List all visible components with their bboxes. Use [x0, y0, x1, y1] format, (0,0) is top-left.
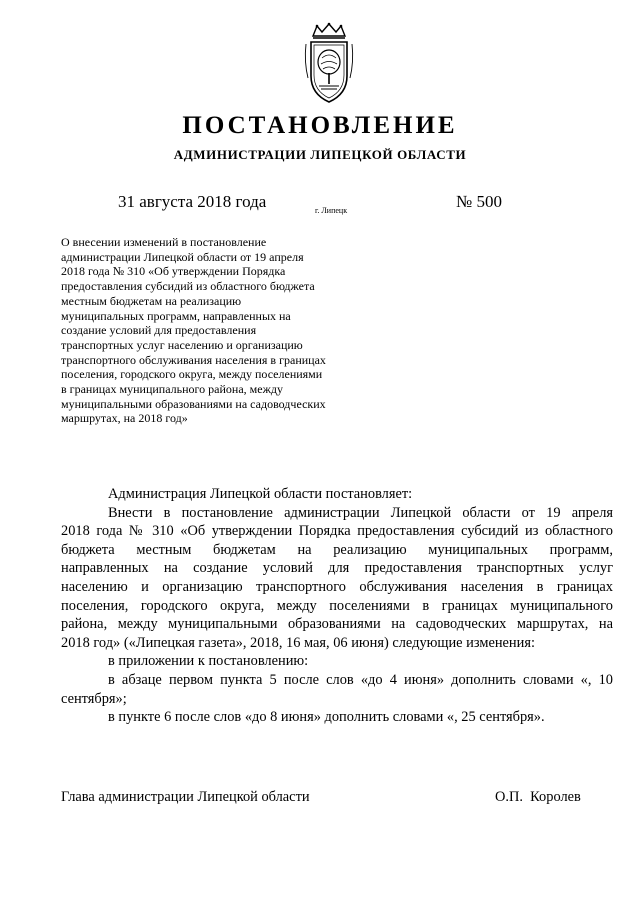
subject-line: администрации Липецкой области от 19 апреля — [61, 249, 304, 264]
subject-line: в границах муниципального района, между — [61, 382, 283, 397]
body-line: поселения, городского округа, между поселениями в границах муниципального — [61, 597, 613, 614]
document-date: 31 августа 2018 года — [118, 192, 267, 211]
signatory-title: Глава администрации Липецкой области — [61, 789, 310, 805]
subject-line: создание условий для предоставления — [61, 323, 257, 338]
subject-line: транспортного обслуживания населения в границах — [61, 352, 326, 367]
body-line: в приложении к постановлению: — [108, 653, 309, 670]
body-line: Внести в постановление администрации Липецкой области от 19 апреля — [108, 504, 613, 521]
subject-line: транспортных услуг населению и организацию — [61, 337, 303, 352]
signatory-name: О.П. Королев — [495, 789, 581, 805]
document-title: ПОСТАНОВЛЕНИЕ — [182, 112, 458, 139]
body-line: сентября»; — [61, 690, 127, 707]
subject-line: предоставления субсидий из областного бюджета — [61, 279, 315, 294]
body-line: района, между муниципальными образованиями на садоводческих маршрутах, на — [61, 616, 613, 633]
document-body — [61, 485, 613, 727]
subject-line: О внесении изменений в постановление — [61, 235, 267, 249]
body-line: 2018 год» («Липецкая газета», 2018, 16 мая, 06 июня) следующие изменения: — [61, 634, 535, 651]
body-line: бюджета местным бюджетам на реализацию муниципальных программ, — [61, 541, 613, 558]
body-line: в абзаце первом пункта 5 после слов «до 4 июня» дополнить словами «, 10 — [108, 671, 613, 688]
coat-of-arms-icon — [303, 22, 355, 106]
subject-line: муниципальными образованиями на садоводческих — [61, 396, 326, 411]
subject-line: местным бюджетам на реализацию — [61, 293, 242, 308]
document-subject — [61, 235, 381, 426]
body-line: направленных на создание условий для предоставления транспортных услуг — [61, 560, 613, 577]
document-subtitle: АДМИНИСТРАЦИИ ЛИПЕЦКОЙ ОБЛАСТИ — [173, 147, 467, 162]
subject-line: 2018 года № 310 «Об утверждении Порядка — [61, 264, 286, 279]
body-intro: Администрация Липецкой области постановляет: — [108, 486, 413, 502]
document-number: № 500 — [456, 192, 502, 211]
body-line: в пункте 6 после слов «до 8 июня» дополнить словами «, 25 сентября». — [108, 709, 545, 726]
subject-line: маршрутах, на 2018 год» — [61, 411, 188, 426]
body-line: 2018 года № 310 «Об утверждении Порядка предоставления субсидий из областного — [61, 523, 613, 540]
document-city: г. Липецк — [315, 206, 348, 215]
body-line: населению и организацию транспортного обслуживания населения в границах — [61, 578, 613, 595]
subject-line: поселения, городского округа, между поселениями — [61, 367, 323, 382]
subject-line: муниципальных программ, направленных на — [61, 308, 291, 323]
